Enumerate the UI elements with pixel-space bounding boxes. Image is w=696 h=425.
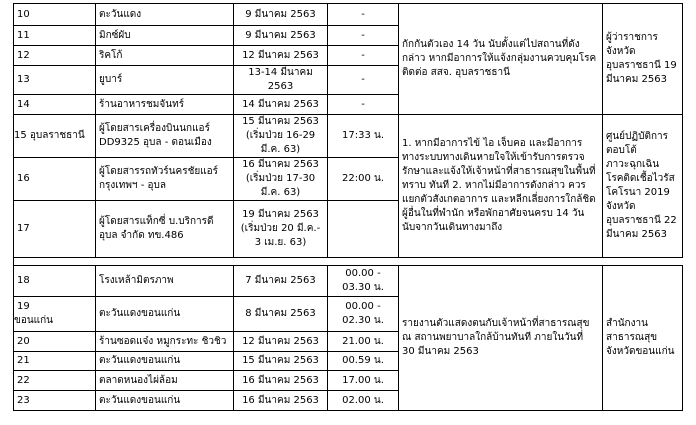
- source-cell: ศูนย์ปฏิบัติการตอบโต้ภาวะฉุกเฉิน โรคติดเชื้อไวรัสโคโรนา 2019 จังหวัดอุบลราชธานี 22 มีนาคม 2563: [603, 115, 683, 258]
- place-cell: ร้านซอดแจ๋ง หมูกระทะ ชิวชิว: [96, 332, 234, 352]
- province-label: ขอนแก่น: [14, 315, 54, 326]
- place-cell: ตะวันแดง: [96, 4, 234, 26]
- date-cell: 12 มีนาคม 2563: [234, 46, 328, 66]
- time-cell: 21.00 น.: [328, 332, 399, 352]
- place-cell: ตะวันแดงขอนแก่น: [96, 352, 234, 371]
- date-cell: 16 มีนาคม 2563: [234, 371, 328, 391]
- time-cell: 00.59 น.: [328, 352, 399, 371]
- table-row: [14, 266, 683, 297]
- place-cell: ร้านอาหารชมจันทร์: [96, 95, 234, 115]
- row-number: 17: [14, 201, 96, 258]
- advice-cell: 1. หากมีอาการไข้ ไอ เจ็บคอ และมีอาการทางระบบทางเดินหายใจให้เข้ารับการตรวจรักษาและแจ้งให้เจ้าหน้าที่สาธารณสุขในพื้นที่ทราบ ทันที 2. หากไม่มีอาการดังกล่าว ควรแยกตัวสังเกตอาการ และหลีกเลี่ยงการใกล้ชิดผู้อื่นในที่พำนัก หรือพักอาศัยจนครบ 14 วัน นับจากวันเดินทางมาถึง: [399, 115, 603, 258]
- province-label: อุบลราชธานี: [29, 130, 85, 141]
- row-number: 22: [14, 371, 96, 391]
- date-cell: 16 มีนาคม 2563 (เริ่มป่วย 17-30 มี.ค. 63): [234, 158, 328, 201]
- place-cell: ผู้โดยสารรถทัวร์นครชัยแอร์ กรุงเทพฯ - อุบล: [96, 158, 234, 201]
- date-cell: 15 มีนาคม 2563: [234, 352, 328, 371]
- date-cell: 9 มีนาคม 2563: [234, 26, 328, 46]
- section-gap: [14, 258, 683, 266]
- place-cell: ตลาดหนองไผ่ล้อม: [96, 371, 234, 391]
- time-cell: -: [328, 4, 399, 26]
- row-number: 11: [14, 26, 96, 46]
- date-cell: 15 มีนาคม 2563 (เริ่มป่วย 16-29 มี.ค. 63): [234, 115, 328, 158]
- date-cell: 13-14 มีนาคม 2563: [234, 66, 328, 95]
- time-cell: -: [328, 26, 399, 46]
- row-number: 10: [14, 4, 96, 26]
- row-number: 15 อุบลราชธานี: [14, 115, 96, 158]
- time-cell: 17:33 น.: [328, 115, 399, 158]
- row-number: 12: [14, 46, 96, 66]
- advice-cell: กักกันตัวเอง 14 วัน นับตั้งแต่ไปสถานที่ดังกล่าว หากมีอาการให้แจ้งกลุ่มงานควบคุมโรคติดต่อ สสจ. อุบลราชธานี: [399, 4, 603, 115]
- row-number: 13: [14, 66, 96, 95]
- time-cell: 22:00 น.: [328, 158, 399, 201]
- row-number: 20: [14, 332, 96, 352]
- table-row: [14, 4, 683, 26]
- source-cell: สำนักงานสาธารณสุขจังหวัดขอนแก่น: [603, 266, 683, 411]
- advice-cell: รายงานตัวแสดงตนกับเจ้าหน้าที่สาธารณสุข ณ สถานพยาบาลใกล้บ้านทันที ภายในวันที่ 30 มีนาคม 2563: [399, 266, 603, 411]
- time-cell: -: [328, 95, 399, 115]
- time-cell: 17.00 น.: [328, 371, 399, 391]
- row-number: 19 ขอนแก่น: [14, 297, 96, 332]
- row-number: 16: [14, 158, 96, 201]
- row-number: 18: [14, 266, 96, 297]
- date-cell: 8 มีนาคม 2563: [234, 297, 328, 332]
- row-number: 23: [14, 391, 96, 411]
- date-cell: 14 มีนาคม 2563: [234, 95, 328, 115]
- date-cell: 7 มีนาคม 2563: [234, 266, 328, 297]
- date-cell: 12 มีนาคม 2563: [234, 332, 328, 352]
- place-cell: ผู้โดยสารแท็กซี่ บ.บริการดี อุบล จำกัด ทข.486: [96, 201, 234, 258]
- date-cell: 16 มีนาคม 2563: [234, 391, 328, 411]
- place-cell: โรงเหล้ามิตรภาพ: [96, 266, 234, 297]
- time-cell: 00.00 - 02.30 น.: [328, 297, 399, 332]
- time-cell: -: [328, 66, 399, 95]
- place-cell: ตะวันแดงขอนแก่น: [96, 297, 234, 332]
- place-cell: ยูบาร์: [96, 66, 234, 95]
- date-cell: 9 มีนาคม 2563: [234, 4, 328, 26]
- place-cell: ริคโก้: [96, 46, 234, 66]
- row-number: 14: [14, 95, 96, 115]
- time-cell: [328, 201, 399, 258]
- row-number: 21: [14, 352, 96, 371]
- place-cell: มิกซ์ผับ: [96, 26, 234, 46]
- place-cell: ผู้โดยสารเครื่องบินนกแอร์ DD9325 อุบล - ดอนเมือง: [96, 115, 234, 158]
- table-row: [14, 115, 683, 158]
- time-cell: -: [328, 46, 399, 66]
- time-cell: 00.00 - 03.30 น.: [328, 266, 399, 297]
- place-cell: ตะวันแดงขอนแก่น: [96, 391, 234, 411]
- source-cell: ผู้ว่าราชการจังหวัดอุบลราชธานี 19 มีนาคม 2563: [603, 4, 683, 115]
- announcement-table: [13, 3, 683, 411]
- time-cell: 02.00 น.: [328, 391, 399, 411]
- date-cell: 19 มีนาคม 2563 (เริ่มป่วย 20 มี.ค.- 3 เม.ย. 63): [234, 201, 328, 258]
